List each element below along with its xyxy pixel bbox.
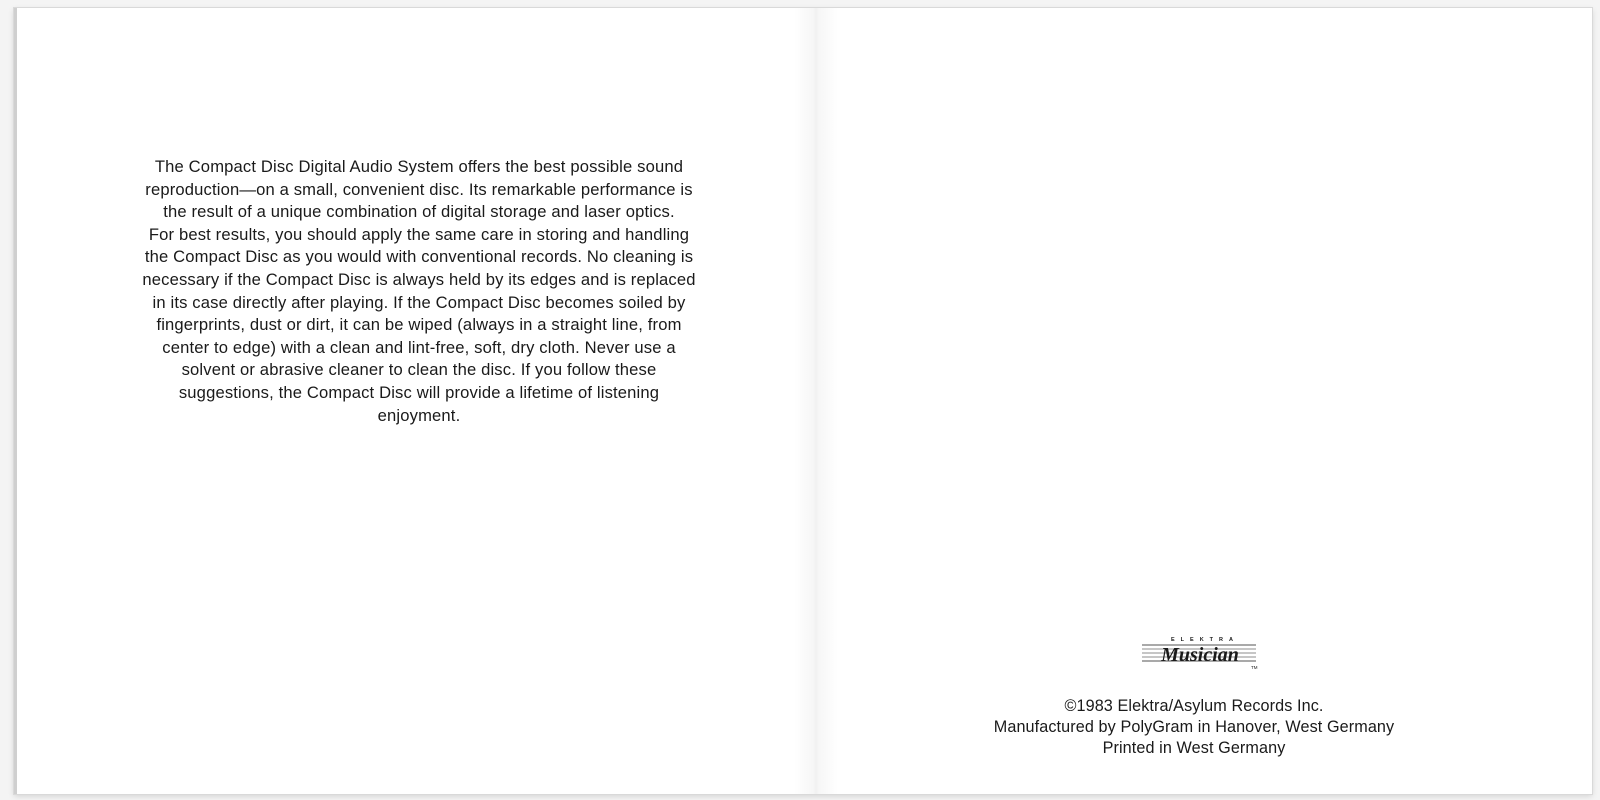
logo-script-text: Musician <box>1161 644 1239 666</box>
care-paragraph: For best results, you should apply the same care in storing and handling the Compact Disc as you would with conventional records. No cleaning is necessary if the Compact Disc is always held by its edges and is replaced in its case directly after playing. If the Compact Disc becomes soiled by fingerprints, dust or dirt, it can be wiped (always in a straight line, from center to edge) with a clean and lint-free, soft, dry cloth. Never use a solvent or abrasive cleaner to clean the disc. If you follow these suggestions, the Compact Disc will provide a lifetime of listening enjoyment. <box>142 224 696 425</box>
copyright-line: ©1983 Elektra/Asylum Records Inc. <box>1064 697 1324 715</box>
elektra-musician-logo <box>1140 634 1270 682</box>
intro-paragraph: The Compact Disc Digital Audio System offers the best possible sound reproduction—on a small, convenient disc. Its remarkable performance is the result of a unique combination of digital storage and laser optics. <box>145 157 693 222</box>
booklet-fold <box>794 8 838 794</box>
logo-top-text: ELEKTRA <box>1171 637 1239 643</box>
printed-line: Printed in West Germany <box>1102 738 1286 757</box>
manufactured-line: Manufactured by PolyGram in Hanover, West Germany <box>993 717 1395 736</box>
logo-trademark: TM <box>1251 665 1258 670</box>
booklet-edge <box>14 8 17 794</box>
booklet-spread <box>14 8 1592 794</box>
disc-care-text <box>139 156 699 427</box>
credits-block <box>934 696 1454 758</box>
